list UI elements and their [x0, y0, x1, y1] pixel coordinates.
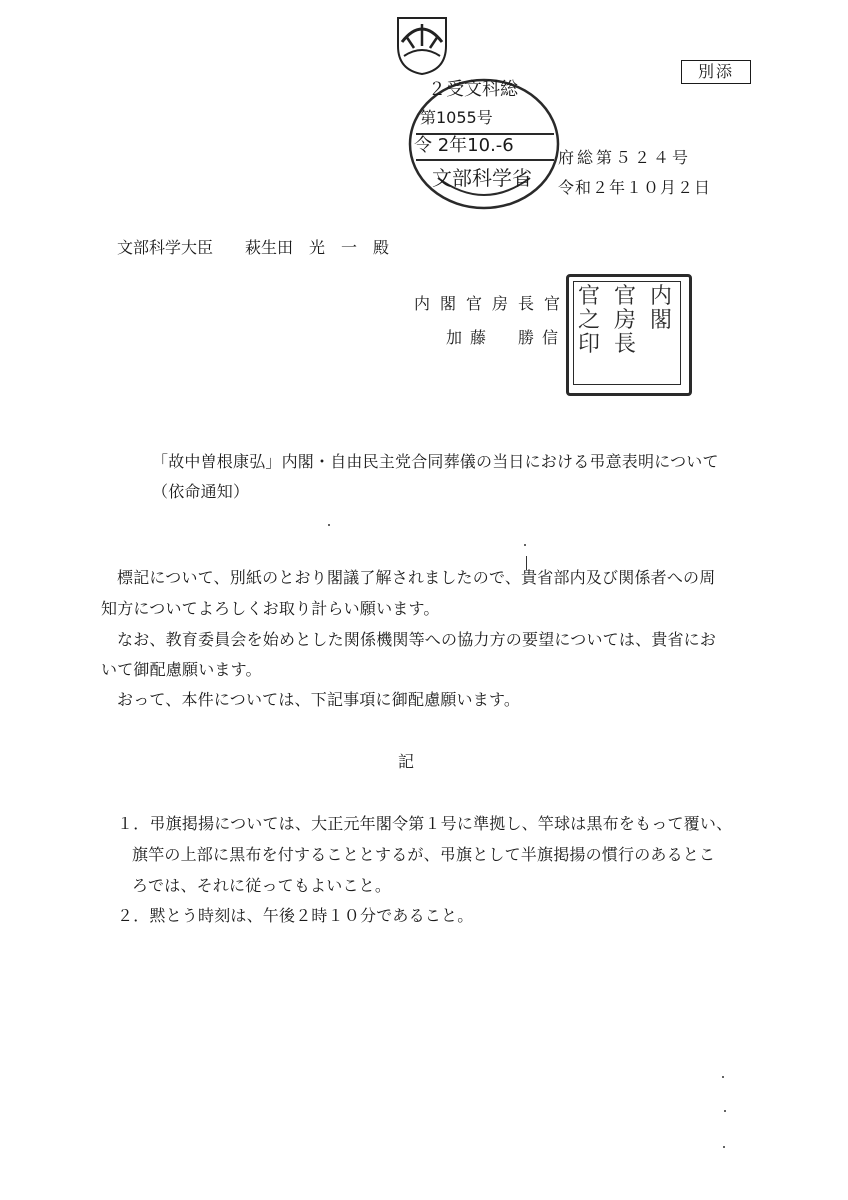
seal-col-middle [611, 285, 639, 385]
scan-speck [328, 524, 330, 526]
receipt-stamp-line3: 令 2年10.-6 [414, 135, 514, 156]
ki-label: 記 [398, 752, 415, 771]
receipt-stamp-line4: 文部科学省 [432, 166, 532, 190]
addressee: 文部科学大臣 萩生田 光 一 殿 [117, 238, 390, 257]
receipt-stamp-line2: 第1055号 [420, 108, 493, 127]
scan-speck [723, 1146, 725, 1148]
seal-char-6: 官 [577, 284, 600, 309]
item1-line2: 旗竿の上部に黒布を付することとするが、弔旗として半旗掲揚の慣行のあるとこ [132, 845, 716, 864]
seal-char-5: 長 [613, 332, 636, 357]
item2-line1: ２．黙とう時刻は、午後２時１０分であること。 [117, 906, 474, 925]
subject-line1: 「故中曽根康弘」内閣・自由民主党合同葬儀の当日における弔意表明について [152, 452, 719, 471]
receipt-stamp-line1: ２受文科総 [428, 79, 518, 100]
seal-col-left [575, 285, 603, 385]
sender-title: 内閣官房長官 [414, 294, 571, 313]
scan-speck [722, 1076, 724, 1078]
item1-line1: １．弔旗掲揚については、大正元年閣令第１号に準拠し、竿球は黒布をもって覆い、 [117, 814, 733, 833]
body-para1-line2: 知方についてよろしくお取り計らい願います。 [101, 599, 440, 618]
seal-char-3: 官 [613, 284, 636, 309]
emblem-icon [392, 12, 452, 76]
scan-speck [724, 1110, 726, 1112]
body-para1-line1: 標記について、別紙のとおり閣議了解されましたので、貴省部内及び関係者への周 [117, 568, 716, 587]
body-para3-line1: おって、本件については、下記事項に御配慮願います。 [117, 690, 521, 709]
scan-speck [524, 544, 526, 546]
official-seal [566, 274, 692, 396]
seal-char-8: 印 [577, 332, 600, 357]
body-para2-line2: いて御配慮願います。 [101, 660, 262, 679]
seal-char-4: 房 [613, 308, 636, 333]
seal-char-7: 之 [577, 308, 600, 333]
sender-name: 加藤 勝信 [446, 328, 567, 347]
seal-char-2: 閣 [649, 308, 672, 333]
body-para2-line1: なお、教育委員会を始めとした関係機関等への協力方の要望については、貴省にお [117, 630, 717, 649]
seal-col-right [647, 285, 675, 385]
seal-char-1: 内 [649, 284, 672, 309]
reference-number: 府総第５２４号 [558, 148, 692, 167]
subject-line2: （依命通知） [152, 482, 250, 501]
attachment-label: 別添 [681, 60, 751, 84]
document-date: 令和２年１０月２日 [558, 178, 712, 197]
item1-line3: ろでは、それに従ってもよいこと。 [132, 876, 392, 895]
